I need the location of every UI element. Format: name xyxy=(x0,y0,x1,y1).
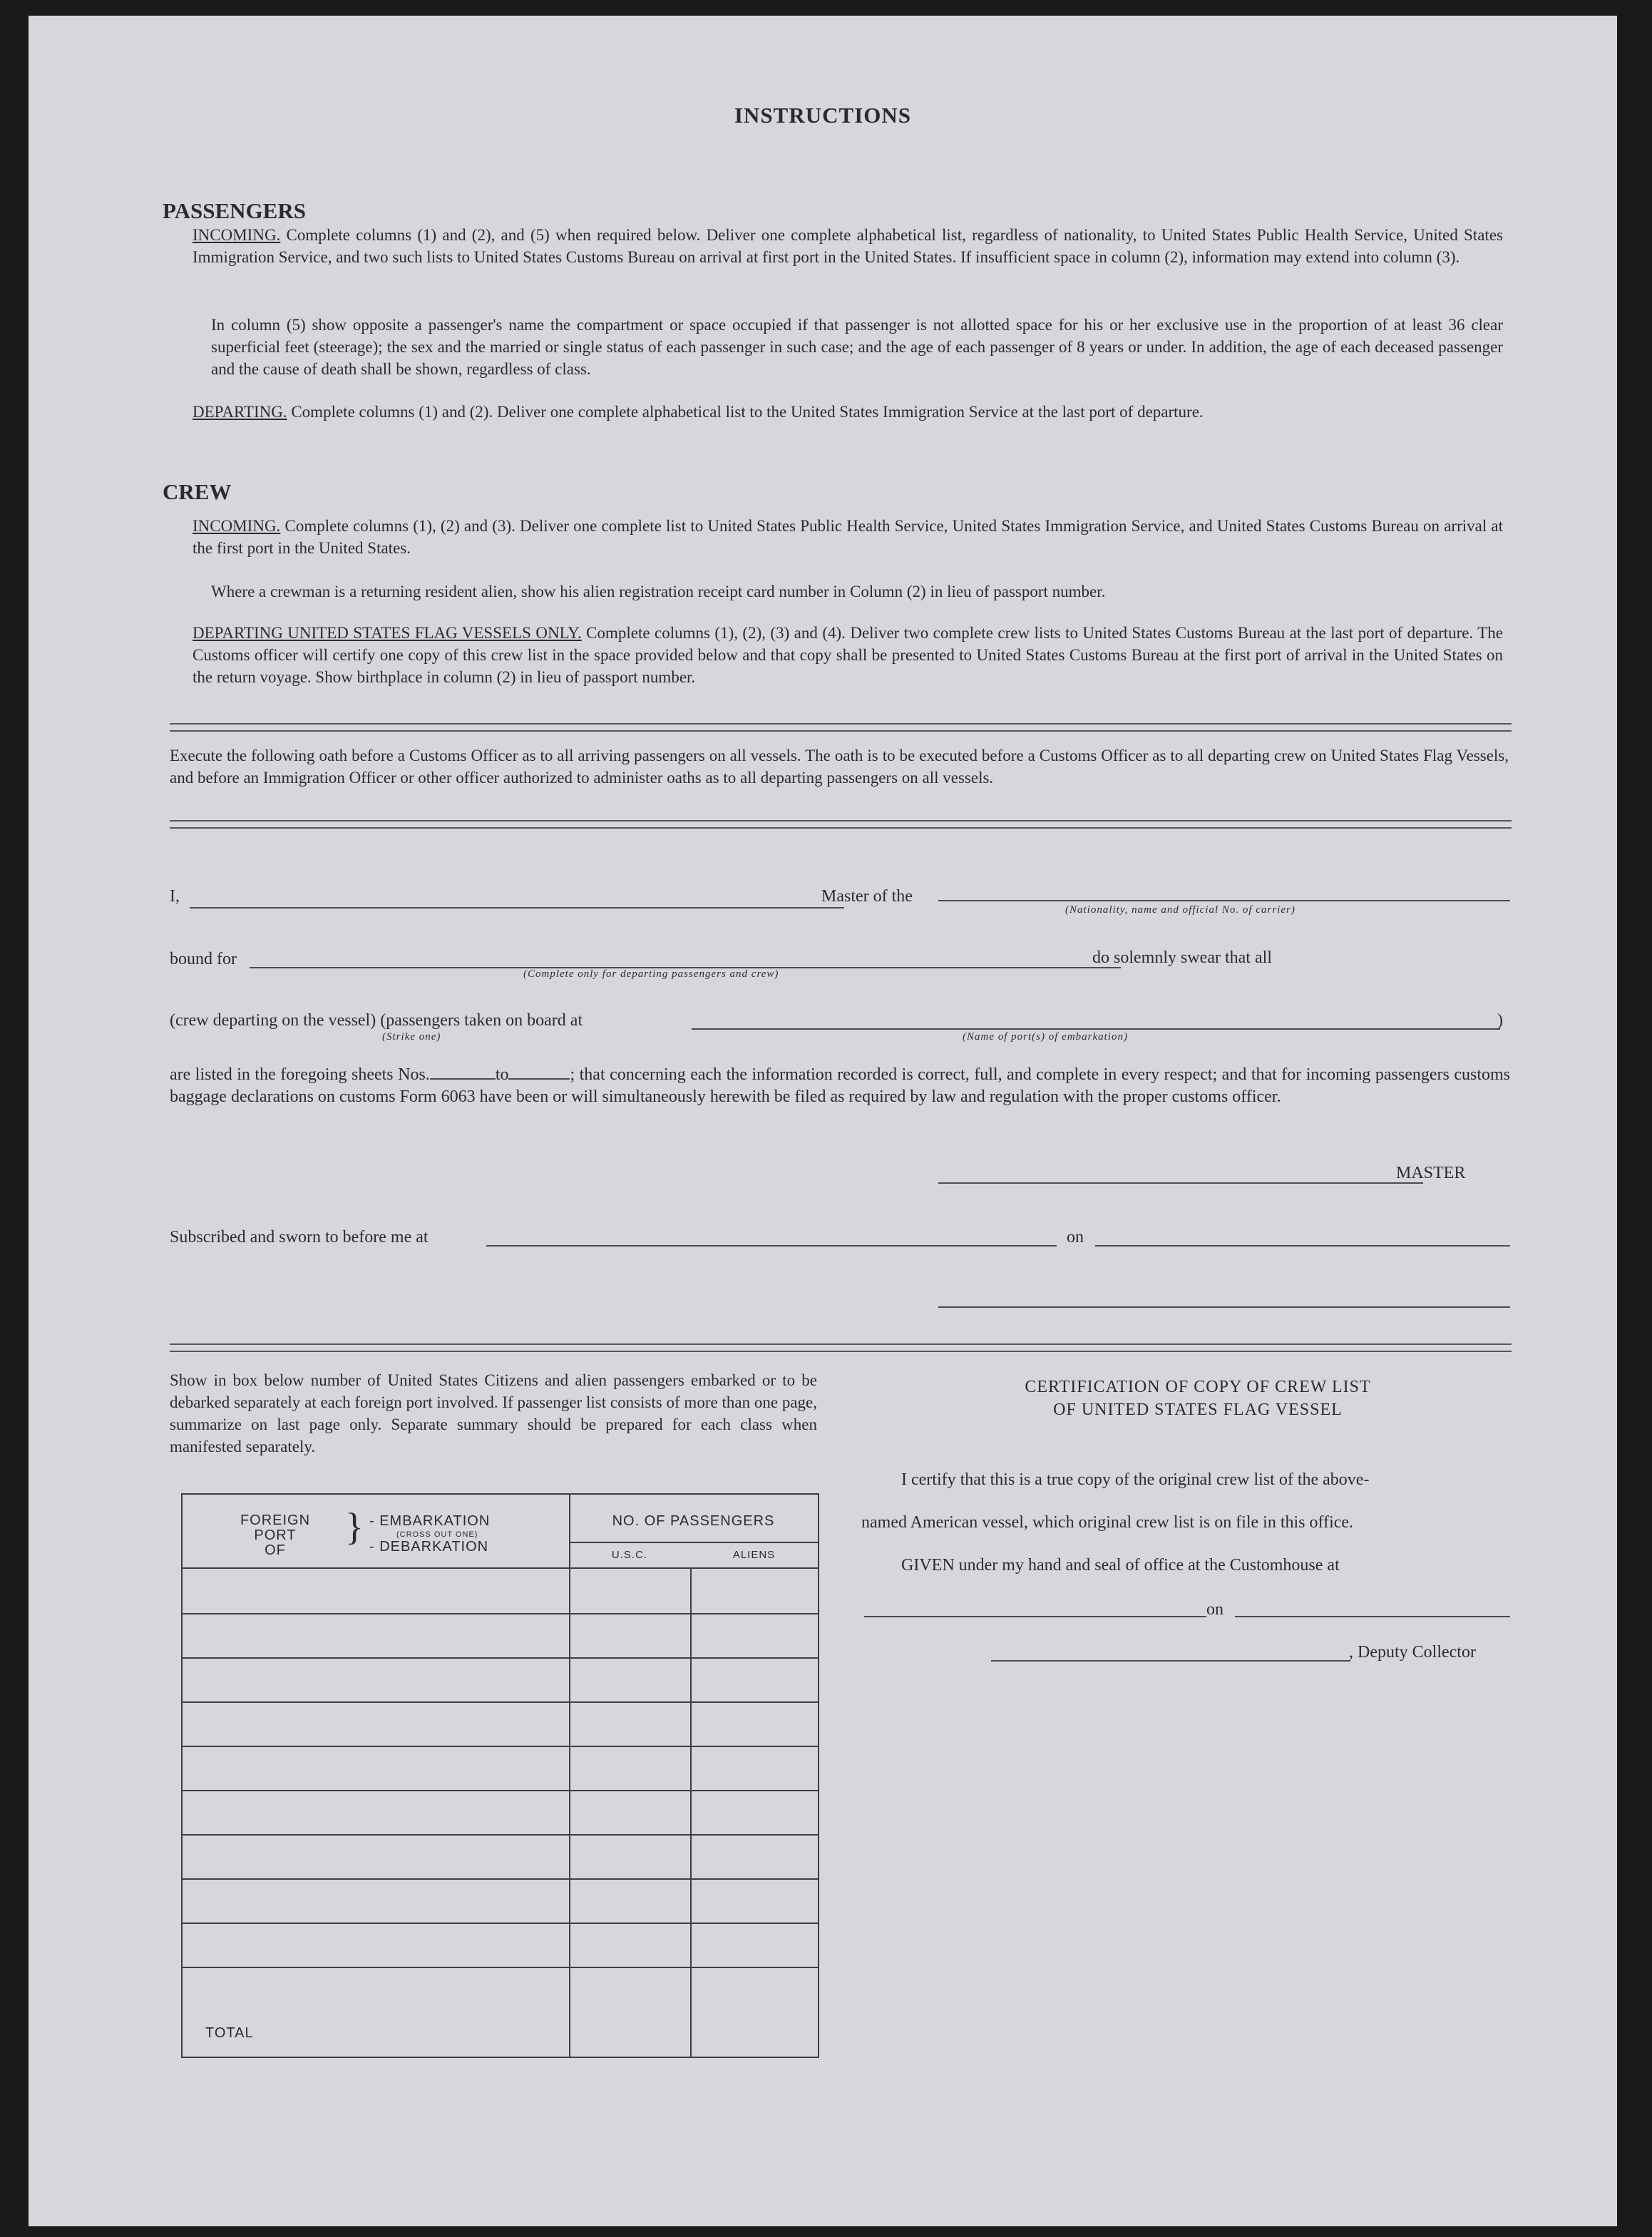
listed-suffix: ; that concerning each the information recorded is correct, full, and complete in every respect; and xyxy=(570,1065,1247,1084)
deputy-collector-signature-field[interactable] xyxy=(991,1660,1350,1662)
table-subheader-rule xyxy=(569,1542,818,1543)
usc-header: U.S.C. xyxy=(611,1549,648,1561)
crew-resident-paragraph: Where a crewman is a returning resident alien, show his alien registration receipt card number in Column (2) in lieu of passport number. xyxy=(211,583,1106,600)
certification-title-line2: OF UNITED STATES FLAG VESSEL xyxy=(1053,1401,1343,1419)
cross-out-note: (CROSS OUT ONE) xyxy=(396,1530,478,1539)
crew-incoming-label: INCOMING. xyxy=(193,517,281,535)
ports-caption: (Name of port(s) of embarkation) xyxy=(963,1031,1128,1043)
embarkation-option[interactable]: - EMBARKATION xyxy=(369,1513,491,1529)
page-title: INSTRUCTIONS xyxy=(734,103,911,128)
crew-incoming-text: Complete columns (1), (2) and (3). Deliver one complete list to United States Public Health Service, United States Immigration Service, and United States Customs Bureau on arrival at the first port in the United States. xyxy=(193,517,1503,557)
bound-for-label: bound for xyxy=(170,950,237,968)
foreign-port-header xyxy=(225,1513,325,1558)
master-signature-field[interactable] xyxy=(938,1182,1423,1184)
table-divider xyxy=(569,1495,570,2057)
certification-line3: GIVEN under my hand and seal of office at the Customhouse at xyxy=(901,1556,1340,1575)
crew-incoming-paragraph xyxy=(193,515,1503,559)
passengers-departing-label: DEPARTING. xyxy=(193,403,287,421)
certification-line2: named American vessel, which original crew list is on file in this office. xyxy=(861,1513,1354,1532)
to-label: to xyxy=(495,1065,509,1084)
crew-departing-label: (crew departing on the vessel) (passengers taken on board at xyxy=(170,1011,583,1030)
deputy-collector-label: , Deputy Collector xyxy=(1349,1643,1476,1662)
nationality-caption: (Nationality, name and official No. of carrier) xyxy=(1065,904,1296,916)
total-label: TOTAL xyxy=(205,2025,254,2041)
port-word: PORT xyxy=(254,1527,297,1543)
close-paren: ) xyxy=(1497,1011,1503,1030)
certification-date-field[interactable] xyxy=(1235,1616,1510,1617)
sworn-date-field[interactable] xyxy=(1095,1245,1510,1247)
sheet-from-field[interactable] xyxy=(430,1078,496,1080)
listed-prefix: are listed in the foregoing sheets Nos. xyxy=(170,1065,430,1084)
strike-one-caption: (Strike one) xyxy=(382,1031,441,1043)
carrier-field[interactable] xyxy=(938,900,1510,901)
master-of-label: Master of the xyxy=(821,887,913,906)
passengers-incoming-paragraph xyxy=(193,224,1503,268)
divider xyxy=(170,723,1512,732)
debarkation-option[interactable]: - DEBARKATION xyxy=(369,1539,489,1555)
divider xyxy=(170,820,1512,829)
foreign-word: FOREIGN xyxy=(240,1512,311,1528)
master-name-field[interactable] xyxy=(190,907,844,908)
aliens-header: ALIENS xyxy=(732,1549,776,1561)
certification-on-label: on xyxy=(1206,1600,1223,1619)
oath-note: Execute the following oath before a Customs Officer as to all arriving passengers on all vessels. The oath is to be executed before a Customs Officer as to all departing crew on United States Flag Vessels, and before an Immigration Officer or other officer authorized to administer oaths as to all departing passengers on all vessels. xyxy=(170,747,1509,787)
sworn-on-label: on xyxy=(1067,1228,1084,1247)
sheet-to-field[interactable] xyxy=(508,1078,570,1080)
certification-line1: I certify that this is a true copy of the original crew list of the above- xyxy=(901,1470,1370,1489)
passengers-column5-paragraph: In column (5) show opposite a passenger's name the compartment or space occupied if that passenger is not allotted space for his or her exclusive use in the proportion of at least 36 clear superficial feet (steerage); the sex and the married or single status of each passenger in such case; and the age of each passenger of 8 years or under. In addition, the age of each deceased passenger and the cause of death shall be shown, regardless of class. xyxy=(211,316,1503,378)
master-label: MASTER xyxy=(1396,1164,1466,1182)
divider xyxy=(170,1343,1512,1352)
crew-heading: CREW xyxy=(163,479,232,504)
complete-only-caption: (Complete only for departing passengers and crew) xyxy=(523,968,779,980)
brace-icon: } xyxy=(345,1505,364,1548)
swear-label: do solemnly swear that all xyxy=(1092,948,1272,967)
crew-departing-label: DEPARTING UNITED STATES FLAG VESSELS ONLY. xyxy=(193,624,582,642)
form-sheet xyxy=(29,16,1617,2226)
no-passengers-header: NO. OF PASSENGERS xyxy=(612,1513,775,1529)
customhouse-field[interactable] xyxy=(864,1616,1206,1617)
passenger-summary-table xyxy=(181,1493,819,2058)
subscribed-label: Subscribed and sworn to before me at xyxy=(170,1228,429,1247)
passengers-departing-text: Complete columns (1) and (2). Deliver one complete alphabetical list to the United States Immigration Service at the last port of departure. xyxy=(291,403,1204,421)
passengers-heading: PASSENGERS xyxy=(163,198,306,223)
passengers-incoming-label: INCOMING. xyxy=(193,226,281,244)
of-word: OF xyxy=(265,1542,286,1558)
sworn-place-field[interactable] xyxy=(486,1245,1057,1247)
passengers-departing-paragraph xyxy=(193,401,1503,423)
oath-i-label: I, xyxy=(170,887,180,906)
table-header-rule xyxy=(183,1567,818,1569)
listed-paragraph xyxy=(170,1064,1510,1108)
passengers-incoming-text: Complete columns (1) and (2), and (5) when required below. Deliver one complete alphabetical list, regardless of nationality, to United States Public Health Service, United States Immigration Service, and two such lists to United States Customs Bureau on arrival at first port in the United States. If insufficient space in column (2), information may extend into column (3). xyxy=(193,226,1503,266)
listed-rest: that for incoming passengers customs baggage declarations on customs Form 6063 have been or will simultaneously herewith be filed as required by law and regulation with the proper customs officer. xyxy=(170,1065,1511,1106)
certification-title-line1: CERTIFICATION OF COPY OF CREW LIST xyxy=(1025,1378,1371,1396)
table-divider xyxy=(690,1567,692,2057)
officer-signature-field[interactable] xyxy=(938,1306,1510,1308)
embarkation-port-field[interactable] xyxy=(692,1028,1500,1030)
summary-instructions: Show in box below number of United States Citizens and alien passengers embarked or to be debarked separately at each foreign port involved. If passenger list consists of more than one page, summarize on last page only. Separate summary should be prepared for each class when manifested separately. xyxy=(170,1371,817,1455)
crew-departing-paragraph xyxy=(193,622,1503,688)
crew-departing-text: Complete columns (1), (2), (3) and (4). Deliver two complete crew lists to United States Customs Bureau at the last port of departure. The Customs officer will certify one copy of this crew list in the space provided below and that copy shall be presented to United States Customs Bureau at the first port of arrival in the United States on the return voyage. Show birthplace in column (2) in lieu of passport number. xyxy=(193,624,1504,686)
